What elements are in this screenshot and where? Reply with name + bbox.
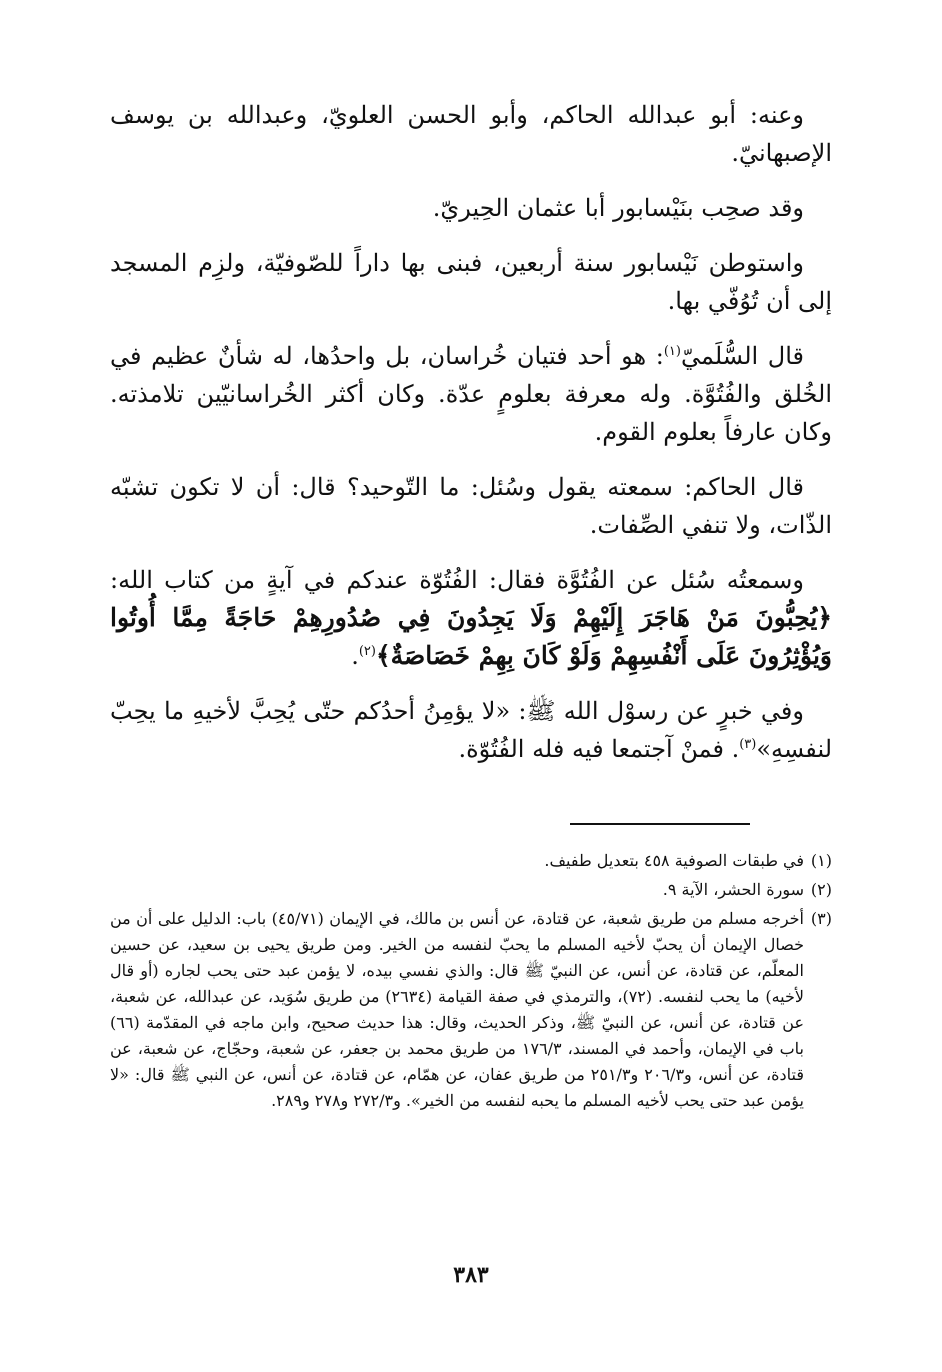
paragraph-text: وفي خبرٍ عن رسوْل الله ﷺ: «لا يؤمِنُ أحدُكم حتّى يُحِبَّ لأخيهِ ما يحِبّ لنفسِهِ»	[110, 697, 832, 763]
main-text	[110, 96, 832, 785]
footnote-text: في طبقات الصوفية ٤٥٨ بتعديل طفيف.	[544, 851, 804, 870]
quran-verse: ﴿يُحِبُّونَ مَنْ هَاجَرَ إِلَيْهِمْ وَلَا يَجِدُونَ فِي صُدُورِهِمْ حَاجَةً مِمَّا أُوتُوا وَيُؤْثِرُونَ عَلَى أَنْفُسِهِمْ وَلَوْ كَانَ بِهِمْ خَصَاصَةٌ﴾	[110, 603, 832, 670]
page-number: ٣٨٣	[453, 1262, 489, 1288]
paragraph-1	[110, 96, 832, 172]
paragraph-5	[110, 468, 832, 544]
footnote-ref-1[interactable]: (١)	[663, 344, 681, 359]
paragraph-6	[110, 561, 832, 675]
paragraph-4	[110, 337, 832, 451]
footnote-divider	[570, 823, 750, 825]
paragraph-text: قال الحاكم: سمعته يقول وسُئل: ما التّوحيد؟ قال: أن لا تكون تشبّه الذّات، ولا تنفي الصِّفات.	[110, 473, 832, 539]
paragraph-text: وعنه: أبو عبدالله الحاكم، وأبو الحسن العلويّ، وعبدالله بن يوسف الإصبهانيّ.	[110, 101, 832, 167]
footnote-text: سورة الحشر، الآية ٩.	[662, 880, 804, 899]
paragraph-text: قال السُّلَميّ	[680, 342, 804, 370]
footnote-3	[110, 906, 832, 1114]
footnotes	[110, 848, 832, 1117]
paragraph-2	[110, 189, 832, 227]
footnote-number: (٣)	[810, 909, 832, 928]
footnote-ref-2[interactable]: (٢)	[358, 644, 376, 659]
paragraph-7	[110, 692, 832, 768]
paragraph-text-continued: . فمنْ آجتمعا فيه فله الفُتُوّة.	[458, 735, 740, 763]
paragraph-text: واستوطن نَيْسابور سنة أربعين، فبنى بها داراً للصّوفيّة، ولزِم المسجد إلى أن تُوُفّي بها.	[110, 249, 832, 315]
footnote-number: (١)	[810, 851, 832, 870]
footnote-number: (٢)	[810, 880, 832, 899]
footnote-ref-3[interactable]: (٣)	[739, 737, 757, 752]
footnote-2	[110, 877, 832, 903]
paragraph-text: وسمعتُه سُئل عن الفُتُوَّة فقال: الفُتُوّة عندكم في آيةٍ من كتاب الله:	[110, 566, 804, 594]
paragraph-text-continued: .	[351, 642, 359, 670]
footnote-text: أخرجه مسلم من طريق شعبة، عن قتادة، عن أنس بن مالك، في الإيمان (٤٥/٧١) باب: الدليل على أن من خصال الإيمان أن يحبّ لأخيه المسلم ما يحبّ لنفسه من الخير. ومن طريق يحيى بن سعيد، عن حسين المعلّم، عن قتادة، عن أنس، عن النبيّ ﷺ قال: والذي نفسي بيده، لا يؤمن عبد حتى يحب لجاره (أو قال لأخيه) ما يحب لنفسه. (٧٢)، والترمذي في صفة القيامة (٢٦٣٤) من طريق سُوَيد، عن عبدالله، عن شعبة، عن قتادة، عن أنس، عن النبيّ ﷺ، وذكر الحديث، وقال: هذا حديث صحيح، وابن ماجه في المقدّمة (٦٦) باب في الإيمان، وأحمد في المسند، ١٧٦/٣ من طريق محمد بن جعفر، عن شعبة، وحجّاج، عن شعبة، عن قتادة، عن أنس، و٢٠٦/٣ و٢٥١/٣ من طريق عفان، عن همّام، عن قتادة، عن أنس، عن النبي ﷺ قال: «لا يؤمن عبد حتى يحب لأخيه المسلم ما يحبه لنفسه من الخير». و٢٧٢/٣ و٢٧٨ و٢٨٩.	[110, 909, 805, 1110]
paragraph-text-continued: : هو أحد فتيان خُراسان، بل واحدُها، له شأنٌ عظيم في الخُلق والفُتُوَّة. وله معرفة بعلومٍ عدّة. وكان أكثر الخُراسانيّين تلامذته. وكان عارفاً بعلوم القوم.	[110, 342, 832, 446]
paragraph-3	[110, 244, 832, 320]
paragraph-text: وقد صحِب بنَيْسابور أبا عثمان الحِيريّ.	[432, 194, 804, 222]
footnote-1	[110, 848, 832, 874]
